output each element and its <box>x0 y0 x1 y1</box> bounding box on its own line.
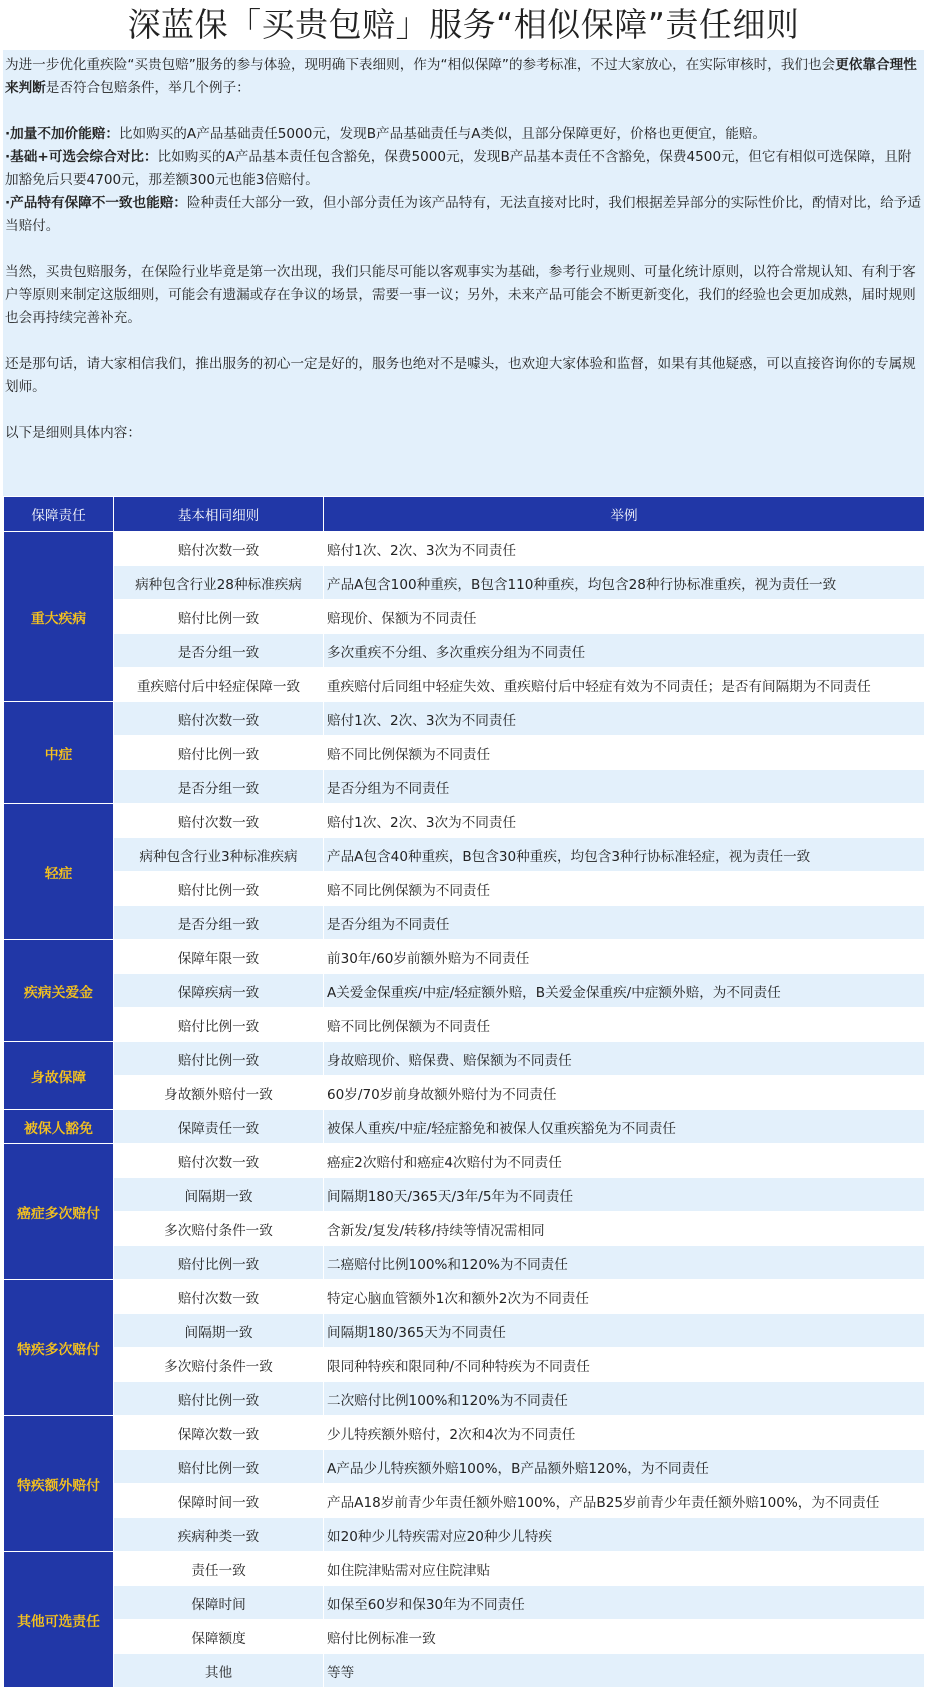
table-row <box>4 1382 925 1416</box>
bullet-1-text: 比如购买的A产品基础责任5000元，发现B产品基础责任与A类似，且部分保障更好，价格也更便宜，能赔。 <box>118 126 766 142</box>
example-cell: 是否分组为不同责任 <box>324 906 925 940</box>
example-cell: 产品A18岁前青少年责任额外赔100%，产品B25岁前青少年责任额外赔100%，为不同责任 <box>324 1484 925 1518</box>
example-cell: 二次赔付比例100%和120%为不同责任 <box>324 1382 925 1416</box>
category-cell: 其他可选责任 <box>4 1552 114 1688</box>
example-cell: 等等 <box>324 1654 925 1688</box>
basis-cell: 赔付比例一致 <box>114 1042 324 1076</box>
example-cell: 重疾赔付后同组中轻症失效、重疾赔付后中轻症有效为不同责任；是否有间隔期为不同责任 <box>324 668 925 702</box>
table-row <box>4 668 925 702</box>
example-cell: 赔付1次、2次、3次为不同责任 <box>324 702 925 736</box>
spacer <box>5 100 922 123</box>
intro-paragraph-2: 当然，买贵包赔服务，在保险行业毕竟是第一次出现，我们只能尽可能以客观事实为基础，参考行业规则、可量化统计原则，以符合常规认知、有利于客户等原则来制定这版细则，可能会有遗漏或存在争议的场景，需要一事一议；另外，未来产品可能会不断更新变化，我们的经验也会更加成熟，届时规则也会再持续完善补充。 <box>5 264 916 326</box>
table-row <box>4 702 925 736</box>
basis-cell: 保障责任一致 <box>114 1110 324 1144</box>
basis-cell: 保障年限一致 <box>114 940 324 974</box>
table-row <box>4 1280 925 1314</box>
intro-bullet-1 <box>5 123 922 146</box>
table-row <box>4 974 925 1008</box>
intro-paragraph-3: 还是那句话，请大家相信我们，推出服务的初心一定是好的，服务也绝对不是噱头，也欢迎大家体验和监督，如果有其他疑惑，可以直接咨询你的专属规划师。 <box>5 356 916 395</box>
category-cell: 中症 <box>4 702 114 804</box>
example-cell: 如20种少儿特疾需对应20种少儿特疾 <box>324 1518 925 1552</box>
category-cell: 特疾多次赔付 <box>4 1280 114 1416</box>
basis-cell: 是否分组一致 <box>114 906 324 940</box>
example-cell: 特定心脑血管额外1次和额外2次为不同责任 <box>324 1280 925 1314</box>
table-row <box>4 1348 925 1382</box>
example-cell: 产品A包含100种重疾，B包含110种重疾，均包含28种行协标准重疾，视为责任一致 <box>324 566 925 600</box>
basis-cell: 赔付次数一致 <box>114 804 324 838</box>
example-cell: 赔现价、保额为不同责任 <box>324 600 925 634</box>
intro-p1-c: 是否符合包赔条件，举几个例子： <box>45 80 250 96</box>
intro-p1-emphasis: 更依靠合理性来判断 <box>5 57 917 96</box>
example-cell: 二癌赔付比例100%和120%为不同责任 <box>324 1246 925 1280</box>
header-basis: 基本相同细则 <box>114 497 324 532</box>
basis-cell: 是否分组一致 <box>114 634 324 668</box>
example-cell: 赔付1次、2次、3次为不同责任 <box>324 804 925 838</box>
table-row <box>4 600 925 634</box>
intro-paragraph-4: 以下是细则具体内容： <box>5 425 141 441</box>
category-cell: 被保人豁免 <box>4 1110 114 1144</box>
table-row <box>4 1450 925 1484</box>
bullet-2-title: ·基础+可选会综合对比： <box>5 149 158 165</box>
basis-cell: 病种包含行业3种标准疾病 <box>114 838 324 872</box>
example-cell: 赔付比例标准一致 <box>324 1620 925 1654</box>
basis-cell: 其他 <box>114 1654 324 1688</box>
bullet-3-title: ·产品特有保障不一致也能赔： <box>5 195 187 211</box>
basis-cell: 赔付比例一致 <box>114 1450 324 1484</box>
example-cell: 如住院津贴需对应住院津贴 <box>324 1552 925 1586</box>
example-cell: 产品A包含40种重疾，B包含30种重疾，均包含3种行协标准轻症，视为责任一致 <box>324 838 925 872</box>
table-header-row <box>4 497 925 532</box>
basis-cell: 多次赔付条件一致 <box>114 1212 324 1246</box>
example-cell: 少儿特疾额外赔付，2次和4次为不同责任 <box>324 1416 925 1450</box>
basis-cell: 多次赔付条件一致 <box>114 1348 324 1382</box>
intro-bullet-2 <box>5 146 922 192</box>
example-cell: 间隔期180天/365天/3年/5年为不同责任 <box>324 1178 925 1212</box>
example-cell: 被保人重疾/中症/轻症豁免和被保人仅重疾豁免为不同责任 <box>324 1110 925 1144</box>
intro-bullet-3 <box>5 192 922 238</box>
page-title: 深蓝保「买贵包赔」服务“相似保障”责任细则 <box>127 5 800 44</box>
category-cell: 疾病关爱金 <box>4 940 114 1042</box>
basis-cell: 疾病种类一致 <box>114 1518 324 1552</box>
example-cell: 赔不同比例保额为不同责任 <box>324 1008 925 1042</box>
table-row <box>4 804 925 838</box>
intro-paragraph-1 <box>5 54 922 100</box>
table-row <box>4 1586 925 1620</box>
basis-cell: 赔付次数一致 <box>114 1280 324 1314</box>
table-row <box>4 1144 925 1178</box>
category-cell: 特疾额外赔付 <box>4 1416 114 1552</box>
basis-cell: 保障时间一致 <box>114 1484 324 1518</box>
basis-cell: 赔付次数一致 <box>114 532 324 566</box>
table-row <box>4 736 925 770</box>
table-row <box>4 566 925 600</box>
example-cell: A产品少儿特疾额外赔100%，B产品额外赔120%，为不同责任 <box>324 1450 925 1484</box>
basis-cell: 赔付次数一致 <box>114 702 324 736</box>
basis-cell: 病种包含行业28种标准疾病 <box>114 566 324 600</box>
header-category: 保障责任 <box>4 497 114 532</box>
example-cell: 赔付1次、2次、3次为不同责任 <box>324 532 925 566</box>
example-cell: 多次重疾不分组、多次重疾分组为不同责任 <box>324 634 925 668</box>
header-example: 举例 <box>324 497 925 532</box>
example-cell: 如保至60岁和保30年为不同责任 <box>324 1586 925 1620</box>
basis-cell: 保障疾病一致 <box>114 974 324 1008</box>
table-row <box>4 1212 925 1246</box>
table-row <box>4 1416 925 1450</box>
table-row <box>4 838 925 872</box>
basis-cell: 赔付比例一致 <box>114 1246 324 1280</box>
example-cell: 前30年/60岁前额外赔为不同责任 <box>324 940 925 974</box>
category-cell: 轻症 <box>4 804 114 940</box>
basis-cell: 赔付比例一致 <box>114 736 324 770</box>
intro-p1-a: 为进一步优化重疾险“买贵包赔”服务的参与体验，现明确下表细则，作为“相似保障”的参考标准，不过大家放心，在实际审核时，我们也会 <box>5 57 836 73</box>
basis-cell: 身故额外赔付一致 <box>114 1076 324 1110</box>
table-row <box>4 1246 925 1280</box>
table-row <box>4 634 925 668</box>
bullet-1-title: ·加量不加价能赔： <box>5 126 119 142</box>
example-cell: 癌症2次赔付和癌症4次赔付为不同责任 <box>324 1144 925 1178</box>
rules-table <box>3 496 925 1688</box>
table-row <box>4 1620 925 1654</box>
example-cell: 60岁/70岁前身故额外赔付为不同责任 <box>324 1076 925 1110</box>
table-row <box>4 1042 925 1076</box>
table-row <box>4 1518 925 1552</box>
table-row <box>4 1076 925 1110</box>
example-cell: 限同种特疾和限同种/不同种特疾为不同责任 <box>324 1348 925 1382</box>
basis-cell: 间隔期一致 <box>114 1178 324 1212</box>
spacer <box>5 330 922 353</box>
table-row <box>4 1178 925 1212</box>
basis-cell: 赔付比例一致 <box>114 600 324 634</box>
basis-cell: 是否分组一致 <box>114 770 324 804</box>
intro-section <box>3 50 924 496</box>
example-cell: 间隔期180/365天为不同责任 <box>324 1314 925 1348</box>
basis-cell: 保障次数一致 <box>114 1416 324 1450</box>
basis-cell: 重疾赔付后中轻症保障一致 <box>114 668 324 702</box>
basis-cell: 赔付比例一致 <box>114 1008 324 1042</box>
basis-cell: 赔付次数一致 <box>114 1144 324 1178</box>
table-row <box>4 1654 925 1688</box>
table-row <box>4 1110 925 1144</box>
table-row <box>4 1008 925 1042</box>
table-row <box>4 1484 925 1518</box>
table-row <box>4 1552 925 1586</box>
table-row <box>4 1314 925 1348</box>
basis-cell: 间隔期一致 <box>114 1314 324 1348</box>
example-cell: 赔不同比例保额为不同责任 <box>324 736 925 770</box>
example-cell: 含新发/复发/转移/持续等情况需相同 <box>324 1212 925 1246</box>
table-row <box>4 532 925 566</box>
spacer <box>5 399 922 422</box>
spacer <box>5 238 922 261</box>
example-cell: 赔不同比例保额为不同责任 <box>324 872 925 906</box>
basis-cell: 赔付比例一致 <box>114 872 324 906</box>
bullet-3-text: 险种责任大部分一致，但小部分责任为该产品特有，无法直接对比时，我们根据差异部分的实际性价比，酌情对比，给予适当赔付。 <box>5 195 921 234</box>
table-row <box>4 872 925 906</box>
category-cell: 癌症多次赔付 <box>4 1144 114 1280</box>
table-row <box>4 770 925 804</box>
basis-cell: 责任一致 <box>114 1552 324 1586</box>
basis-cell: 保障额度 <box>114 1620 324 1654</box>
table-body <box>4 532 925 1688</box>
example-cell: 身故赔现价、赔保费、赔保额为不同责任 <box>324 1042 925 1076</box>
category-cell: 重大疾病 <box>4 532 114 702</box>
basis-cell: 保障时间 <box>114 1586 324 1620</box>
example-cell: 是否分组为不同责任 <box>324 770 925 804</box>
basis-cell: 赔付比例一致 <box>114 1382 324 1416</box>
table-row <box>4 940 925 974</box>
category-cell: 身故保障 <box>4 1042 114 1110</box>
example-cell: A关爱金保重疾/中症/轻症额外赔，B关爱金保重疾/中症额外赔，为不同责任 <box>324 974 925 1008</box>
table-row <box>4 906 925 940</box>
bullet-2-text: 比如购买的A产品基本责任包含豁免，保费5000元，发现B产品基本责任不含豁免，保费4500元，但它有相似可选保障，且附加豁免后只要4700元，那差额300元也能3倍赔付。 <box>5 149 912 188</box>
